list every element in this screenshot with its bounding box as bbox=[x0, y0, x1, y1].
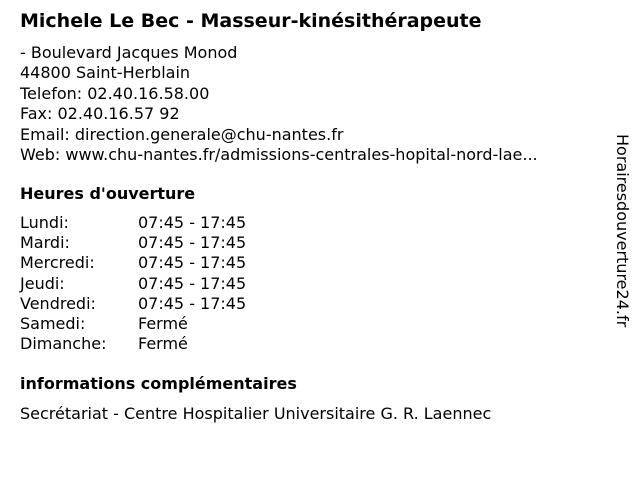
day-label: Lundi: bbox=[20, 213, 69, 232]
day-hours: Fermé bbox=[138, 313, 188, 333]
email-link[interactable]: direction.generale@chu-nantes.fr bbox=[74, 124, 344, 144]
day-hours: 07:45 - 17:45 bbox=[138, 293, 247, 313]
day-label: Mardi: bbox=[20, 233, 70, 253]
opening-hours-table bbox=[20, 213, 320, 354]
info-text: Secrétariat - Centre Hospitalier Universitaire G. R. Laennec bbox=[20, 404, 492, 423]
hours-row-sunday bbox=[20, 334, 320, 354]
brand-text: Horairesdouverture24.fr bbox=[613, 134, 632, 328]
hours-row-tuesday bbox=[20, 233, 320, 253]
day-label: Samedi: bbox=[20, 313, 86, 333]
day-hours: Fermé bbox=[138, 334, 188, 354]
hours-heading: Heures d'ouverture bbox=[20, 184, 196, 203]
page-title: Michele Le Bec - Masseur-kinésithérapeute bbox=[20, 10, 482, 32]
address-line-2: 44800 Saint-Herblain bbox=[20, 63, 191, 83]
day-hours: 07:45 - 17:45 bbox=[138, 253, 247, 273]
day-label: Mercredi: bbox=[20, 253, 95, 273]
info-heading: informations complémentaires bbox=[20, 374, 297, 393]
hours-row-friday bbox=[20, 294, 320, 314]
hours-row-monday bbox=[20, 213, 320, 233]
address-line-1: - Boulevard Jacques Monod bbox=[20, 43, 238, 62]
day-label: Dimanche: bbox=[20, 334, 107, 354]
email-label: Email: bbox=[20, 124, 75, 144]
hours-row-wednesday bbox=[20, 253, 320, 273]
hours-row-saturday bbox=[20, 314, 320, 334]
web-link[interactable]: www.chu-nantes.fr/admissions-centrales-hopital-nord-lae... bbox=[65, 145, 538, 165]
phone-number: Telefon: 02.40.16.58.00 bbox=[20, 83, 210, 103]
day-label: Jeudi: bbox=[20, 273, 65, 293]
day-hours: 07:45 - 17:45 bbox=[138, 213, 247, 232]
fax-number: Fax: 02.40.16.57 92 bbox=[20, 104, 180, 124]
hours-row-thursday bbox=[20, 274, 320, 294]
email-row bbox=[20, 125, 538, 145]
brand-watermark bbox=[612, 134, 632, 344]
web-label: Web: bbox=[20, 145, 66, 165]
day-hours: 07:45 - 17:45 bbox=[138, 233, 247, 253]
web-row bbox=[20, 145, 538, 165]
day-label: Vendredi: bbox=[20, 293, 96, 313]
day-hours: 07:45 - 17:45 bbox=[138, 273, 247, 293]
contact-block bbox=[20, 43, 538, 165]
